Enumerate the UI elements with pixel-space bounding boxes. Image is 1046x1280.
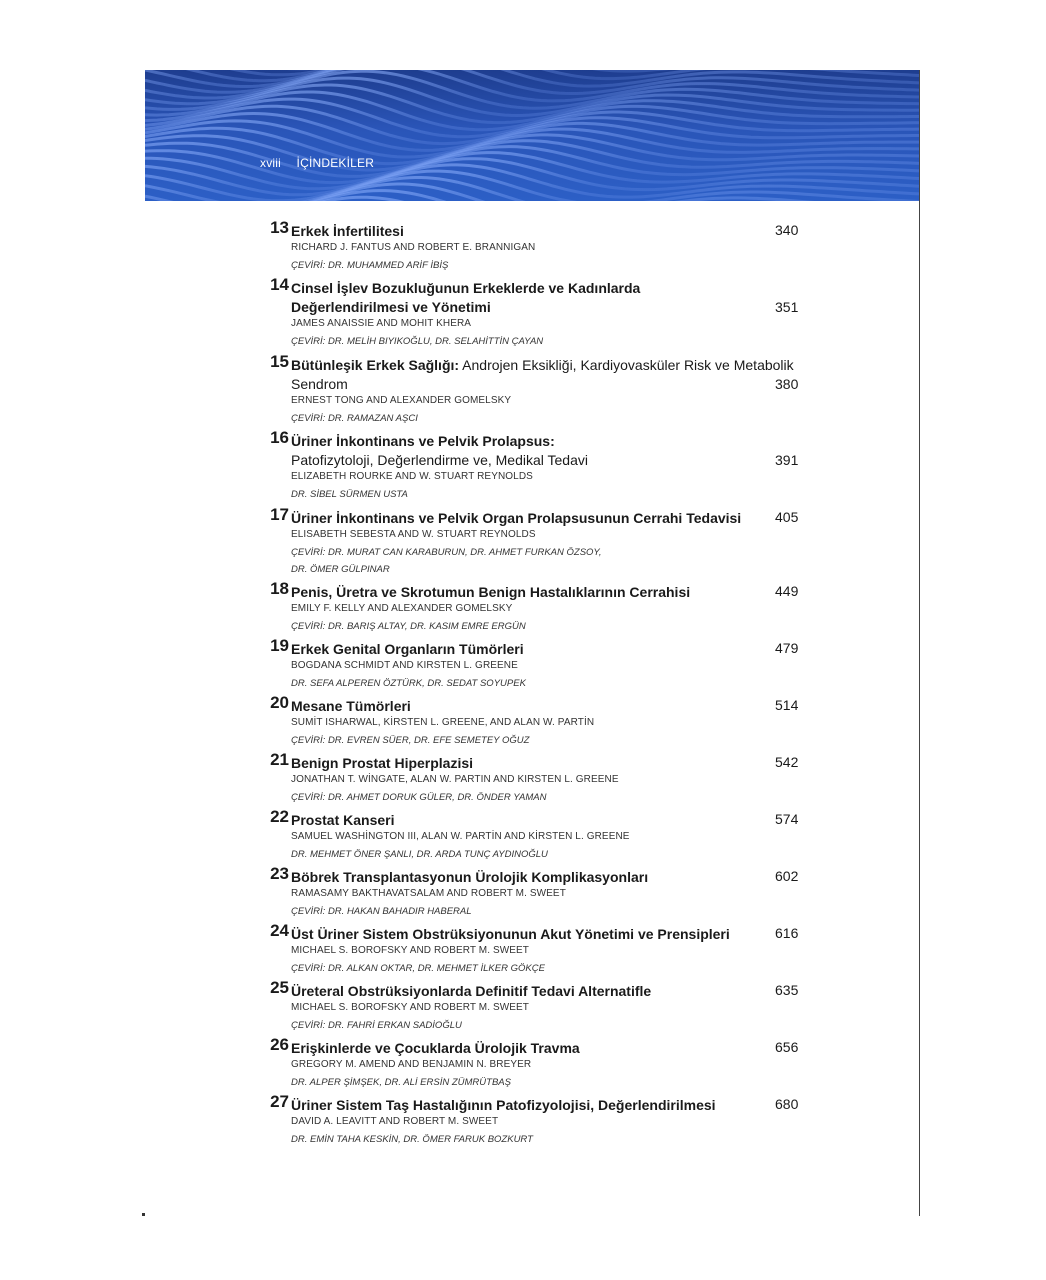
section-title: İÇİNDEKİLER [296,156,375,170]
chapter-translators: ÇEVİRİ: DR. MUHAMMED ARİF İBİŞ [291,260,449,271]
chapter-title[interactable] [291,696,771,716]
chapter-translators: ÇEVİRİ: DR. ALKAN OKTAR, DR. MEHMET İLKER GÖKÇE [291,963,545,974]
chapter-number: 24 [270,921,289,940]
chapter-title-text: Penis, Üretra ve Skrotumun Benign Hastalıklarının Cerrahisi [291,584,691,600]
chapter-translators: ÇEVİRİ: DR. EVREN SÜER, DR. EFE SEMETEY OĞUZ [291,735,530,746]
chapter-title-text: Üriner İnkontinans ve Pelvik Organ Prolapsusunun Cerrahi Tedavisi [291,510,742,526]
chapter-translators: DR. MEHMET ÖNER ŞANLI, DR. ARDA TUNÇ AYDINOĞLU [291,849,548,860]
chapter-title-text: Benign Prostat Hiperplazisi [291,755,474,771]
chapter-title-text: Erişkinlerde ve Çocuklarda Ürolojik Travma [291,1040,580,1056]
chapter-authors: JONATHAN T. WİNGATE, ALAN W. PARTIN AND KIRSTEN L. GREENE [291,774,619,785]
chapter-authors: ERNEST TONG AND ALEXANDER GOMELSKY [291,395,512,406]
chapter-translators: ÇEVİRİ: DR. RAMAZAN AŞCI [291,413,418,424]
chapter-number: 15 [270,352,289,371]
chapter-number: 26 [270,1035,289,1054]
page-number: 514 [775,697,799,713]
chapter-title[interactable] [291,355,811,375]
page-corner-mark [142,1213,145,1216]
chapter-number: 27 [270,1092,289,1111]
chapter-title-text: Bütünleşik Erkek Sağlığı: [291,357,460,373]
chapter-title[interactable] [291,582,771,602]
chapter-authors: ELIZABETH ROURKE AND W. STUART REYNOLDS [291,471,533,482]
chapter-authors: EMILY F. KELLY AND ALEXANDER GOMELSKY [291,603,513,614]
page-number: xviii [260,156,281,170]
chapter-number: 16 [270,428,289,447]
chapter-translators: ÇEVİRİ: DR. FAHRİ ERKAN SADİOĞLU [291,1020,462,1031]
chapter-translators: ÇEVİRİ: DR. AHMET DORUK GÜLER, DR. ÖNDER YAMAN [291,792,547,803]
chapter-authors: BOGDANA SCHMIDT AND KIRSTEN L. GREENE [291,660,518,671]
book-page [145,70,920,1216]
chapter-number: 14 [270,275,289,294]
page-number: 574 [775,811,799,827]
page-number: 351 [775,299,799,315]
chapter-number: 18 [270,579,289,598]
page-number: 340 [775,222,799,238]
chapter-number: 13 [270,218,289,237]
chapter-number: 23 [270,864,289,883]
chapter-authors: MICHAEL S. BOROFSKY AND ROBERT M. SWEET [291,945,530,956]
chapter-translators: DR. ÖMER GÜLPINAR [291,564,390,575]
chapter-translators: DR. SİBEL SÜRMEN USTA [291,489,408,500]
chapter-number: 21 [270,750,289,769]
chapter-title-text: Üriner İnkontinans ve Pelvik Prolapsus: [291,433,555,449]
page-number: 479 [775,640,799,656]
chapter-title[interactable] [291,431,771,451]
chapter-title-subtext: Androjen Eksikliği, Kardiyovasküler Risk ve Metabolik [459,357,794,373]
chapter-title-text: Erkek İnfertilitesi [291,223,404,239]
page-number: 602 [775,868,799,884]
chapter-title-line2: Sendrom [291,376,348,392]
chapter-authors: JAMES ANAISSIE AND MOHIT KHERA [291,318,472,329]
chapter-translators: DR. EMİN TAHA KESKİN, DR. ÖMER FARUK BOZKURT [291,1134,533,1145]
chapter-translators: ÇEVİRİ: DR. MELİH BIYIKOĞLU, DR. SELAHİTTİN ÇAYAN [291,336,544,347]
chapter-title[interactable] [291,981,771,1001]
chapter-title[interactable] [291,1038,771,1058]
page-number: 449 [775,583,799,599]
chapter-title[interactable] [291,867,771,887]
page-number: 635 [775,982,799,998]
chapter-title[interactable] [291,508,771,528]
chapter-translators: DR. SEFA ALPEREN ÖZTÜRK, DR. SEDAT SOYUPEK [291,678,526,689]
chapter-translators: ÇEVİRİ: DR. MURAT CAN KARABURUN, DR. AHMET FURKAN ÖZSOY, [291,547,602,558]
chapter-authors: MICHAEL S. BOROFSKY AND ROBERT M. SWEET [291,1002,530,1013]
page-number: 542 [775,754,799,770]
page-number: 616 [775,925,799,941]
chapter-title[interactable] [291,924,771,944]
chapter-translators: ÇEVİRİ: DR. HAKAN BAHADIR HABERAL [291,906,472,917]
chapter-title[interactable] [291,278,771,298]
page-number: 380 [775,376,799,392]
chapter-translators: ÇEVİRİ: DR. BARIŞ ALTAY, DR. KASIM EMRE ERGÜN [291,621,526,632]
page-number: 656 [775,1039,799,1055]
page-number: 391 [775,452,799,468]
chapter-title[interactable] [291,753,771,773]
chapter-authors: SUMİT ISHARWAL, KİRSTEN L. GREENE, AND ALAN W. PARTİN [291,717,595,728]
chapter-authors: DAVID A. LEAVITT AND ROBERT M. SWEET [291,1116,499,1127]
chapter-authors: SAMUEL WASHİNGTON III, ALAN W. PARTİN AND KİRSTEN L. GREENE [291,831,630,842]
chapter-number: 19 [270,636,289,655]
chapter-title-text: Üreteral Obstrüksiyonlarda Definitif Tedavi Alternatifle [291,983,652,999]
chapter-title[interactable] [291,1095,771,1115]
chapter-number: 22 [270,807,289,826]
chapter-number: 25 [270,978,289,997]
chapter-translators: DR. ALPER ŞİMŞEK, DR. ALİ ERSİN ZÜMRÜTBAŞ [291,1077,511,1088]
page-number: 405 [775,509,799,525]
chapter-number: 17 [270,505,289,524]
chapter-title[interactable] [291,639,771,659]
chapter-title-line2: Değerlendirilmesi ve Yönetimi [291,299,491,315]
table-of-contents [145,70,919,1216]
chapter-title-text: Erkek Genital Organların Tümörleri [291,641,524,657]
chapter-authors: ELISABETH SEBESTA AND W. STUART REYNOLDS [291,529,536,540]
chapter-title-text: Üriner Sistem Taş Hastalığının Patofizyolojisi, Değerlendirilmesi [291,1097,716,1113]
chapter-title-text: Cinsel İşlev Bozukluğunun Erkeklerde ve Kadınlarda [291,280,641,296]
chapter-authors: RICHARD J. FANTUS AND ROBERT E. BRANNIGAN [291,242,536,253]
chapter-title-text: Böbrek Transplantasyonun Ürolojik Komplikasyonları [291,869,649,885]
chapter-title[interactable] [291,221,771,241]
chapter-authors: GREGORY M. AMEND AND BENJAMIN N. BREYER [291,1059,532,1070]
page-number: 680 [775,1096,799,1112]
chapter-authors: RAMASAMY BAKTHAVATSALAM AND ROBERT M. SWEET [291,888,566,899]
chapter-title-line2: Patofizytoloji, Değerlendirme ve, Medikal Tedavi [291,452,588,468]
chapter-title-text: Prostat Kanseri [291,812,395,828]
chapter-title-text: Mesane Tümörleri [291,698,411,714]
chapter-number: 20 [270,693,289,712]
chapter-title-text: Üst Üriner Sistem Obstrüksiyonunun Akut Yönetimi ve Prensipleri [291,926,730,942]
chapter-title[interactable] [291,810,771,830]
